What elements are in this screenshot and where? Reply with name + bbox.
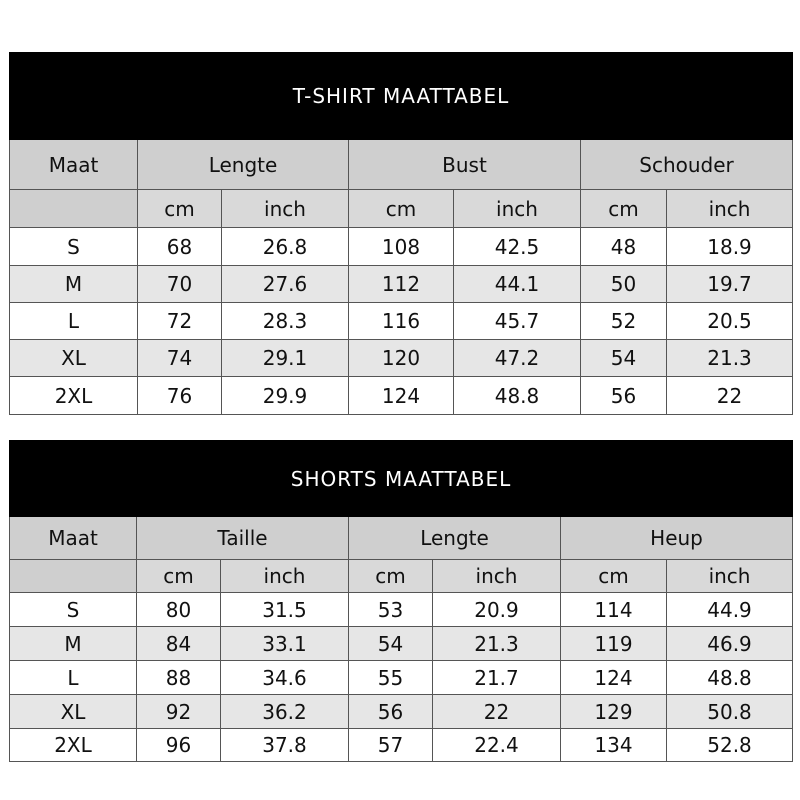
- cell-value: 45.7: [454, 303, 581, 340]
- cell-value: 26.8: [222, 228, 349, 266]
- cell-value: 72: [138, 303, 222, 340]
- size-label: L: [10, 303, 138, 340]
- cell-value: 44.9: [667, 593, 793, 627]
- group-header-taille: Taille: [137, 517, 349, 560]
- cell-value: 52: [581, 303, 667, 340]
- cell-value: 46.9: [667, 627, 793, 661]
- cell-value: 47.2: [454, 340, 581, 377]
- cell-value: 54: [581, 340, 667, 377]
- size-label: 2XL: [10, 377, 138, 415]
- table-row: [10, 266, 793, 303]
- table-row: [10, 695, 793, 729]
- cell-value: 74: [138, 340, 222, 377]
- unit-inch: inch: [221, 560, 349, 593]
- cell-value: 21.7: [433, 661, 561, 695]
- group-header-bust: Bust: [349, 140, 581, 190]
- size-label: S: [10, 228, 138, 266]
- table-row: [10, 228, 793, 266]
- cell-value: 114: [561, 593, 667, 627]
- cell-value: 44.1: [454, 266, 581, 303]
- size-label: M: [10, 627, 137, 661]
- table-row: [10, 627, 793, 661]
- cell-value: 18.9: [667, 228, 793, 266]
- cell-value: 68: [138, 228, 222, 266]
- unit-inch: inch: [222, 190, 349, 228]
- shorts-table-title: SHORTS MAATTABEL: [10, 441, 793, 517]
- cell-value: 19.7: [667, 266, 793, 303]
- unit-blank: [10, 190, 138, 228]
- cell-value: 27.6: [222, 266, 349, 303]
- unit-cm: cm: [349, 560, 433, 593]
- cell-value: 55: [349, 661, 433, 695]
- unit-cm: cm: [138, 190, 222, 228]
- tshirt-table-title: T-SHIRT MAATTABEL: [10, 53, 793, 140]
- cell-value: 20.5: [667, 303, 793, 340]
- size-label: XL: [10, 340, 138, 377]
- cell-value: 112: [349, 266, 454, 303]
- group-header-schouder: Schouder: [581, 140, 793, 190]
- cell-value: 48: [581, 228, 667, 266]
- cell-value: 124: [349, 377, 454, 415]
- cell-value: 29.9: [222, 377, 349, 415]
- cell-value: 120: [349, 340, 454, 377]
- unit-inch: inch: [667, 190, 793, 228]
- cell-value: 34.6: [221, 661, 349, 695]
- cell-value: 88: [137, 661, 221, 695]
- group-header-lengte: Lengte: [349, 517, 561, 560]
- size-label: S: [10, 593, 137, 627]
- cell-value: 33.1: [221, 627, 349, 661]
- table-row: [10, 303, 793, 340]
- unit-inch: inch: [433, 560, 561, 593]
- tshirt-size-table: [9, 52, 793, 415]
- cell-value: 108: [349, 228, 454, 266]
- cell-value: 48.8: [667, 661, 793, 695]
- table-row: [10, 729, 793, 762]
- table-row: [10, 340, 793, 377]
- shorts-size-table: [9, 440, 793, 762]
- table-row: [10, 661, 793, 695]
- cell-value: 119: [561, 627, 667, 661]
- cell-value: 48.8: [454, 377, 581, 415]
- cell-value: 70: [138, 266, 222, 303]
- unit-inch: inch: [667, 560, 793, 593]
- maat-header: Maat: [10, 140, 138, 190]
- cell-value: 92: [137, 695, 221, 729]
- cell-value: 57: [349, 729, 433, 762]
- cell-value: 36.2: [221, 695, 349, 729]
- cell-value: 53: [349, 593, 433, 627]
- cell-value: 22: [667, 377, 793, 415]
- unit-cm: cm: [561, 560, 667, 593]
- cell-value: 54: [349, 627, 433, 661]
- cell-value: 50.8: [667, 695, 793, 729]
- cell-value: 96: [137, 729, 221, 762]
- cell-value: 21.3: [667, 340, 793, 377]
- cell-value: 56: [581, 377, 667, 415]
- size-label: 2XL: [10, 729, 137, 762]
- unit-blank: [10, 560, 137, 593]
- cell-value: 129: [561, 695, 667, 729]
- cell-value: 80: [137, 593, 221, 627]
- cell-value: 37.8: [221, 729, 349, 762]
- maat-header: Maat: [10, 517, 137, 560]
- table-row: [10, 377, 793, 415]
- cell-value: 52.8: [667, 729, 793, 762]
- cell-value: 31.5: [221, 593, 349, 627]
- unit-cm: cm: [349, 190, 454, 228]
- cell-value: 134: [561, 729, 667, 762]
- cell-value: 28.3: [222, 303, 349, 340]
- cell-value: 29.1: [222, 340, 349, 377]
- cell-value: 22: [433, 695, 561, 729]
- cell-value: 20.9: [433, 593, 561, 627]
- cell-value: 50: [581, 266, 667, 303]
- cell-value: 76: [138, 377, 222, 415]
- size-label: M: [10, 266, 138, 303]
- cell-value: 84: [137, 627, 221, 661]
- group-header-lengte: Lengte: [138, 140, 349, 190]
- group-header-heup: Heup: [561, 517, 793, 560]
- cell-value: 116: [349, 303, 454, 340]
- unit-cm: cm: [137, 560, 221, 593]
- cell-value: 22.4: [433, 729, 561, 762]
- table-row: [10, 593, 793, 627]
- unit-inch: inch: [454, 190, 581, 228]
- cell-value: 42.5: [454, 228, 581, 266]
- size-label: XL: [10, 695, 137, 729]
- cell-value: 56: [349, 695, 433, 729]
- unit-cm: cm: [581, 190, 667, 228]
- cell-value: 21.3: [433, 627, 561, 661]
- cell-value: 124: [561, 661, 667, 695]
- size-label: L: [10, 661, 137, 695]
